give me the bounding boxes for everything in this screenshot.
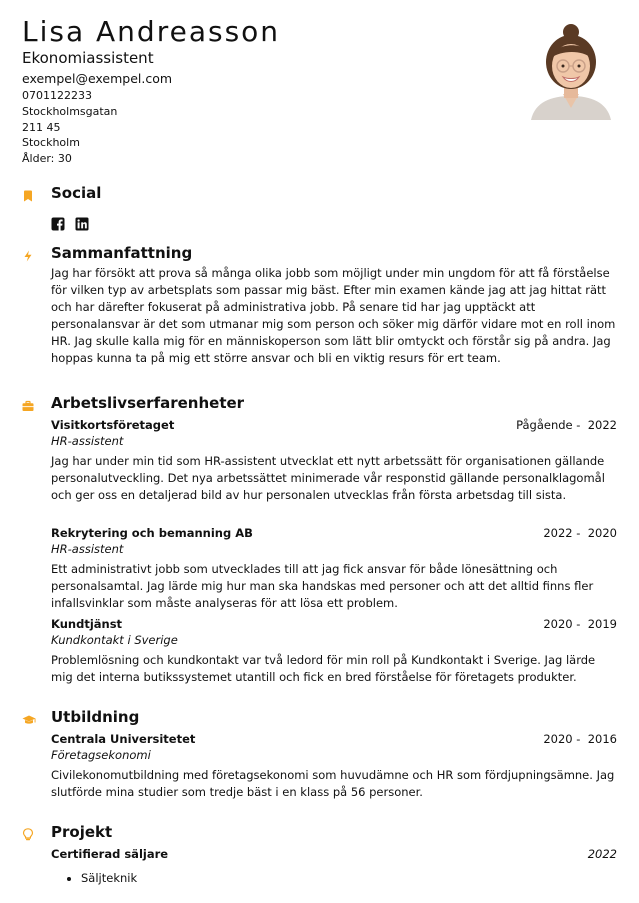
experience-date: Pågående - 2022: [516, 418, 617, 432]
experience-company: Rekrytering och bemanning AB: [51, 526, 253, 540]
person-name: Lisa Andreasson: [22, 15, 281, 48]
experience-desc: Jag har under min tid som HR-assistent utvecklat ett nytt arbetssätt för organisationen gällande personalutveckling. Det nya arbetssättet minimerade vår responstid gällande personalklagomål och ger oss en detaljerad bild av hur personalen utvecklas från första arbetsdag till sista.: [51, 454, 605, 502]
graduation-cap-icon: [22, 711, 34, 723]
facebook-icon[interactable]: [51, 216, 65, 230]
education-desc: Civilekonomutbildning med företagsekonomi som huvudämne och HR som fördjupningsämne. Jag slutförde mina studier som tredje bäst i en klass på 56 personer.: [51, 768, 615, 799]
education-title: Utbildning: [51, 708, 140, 726]
summary-title: Sammanfattning: [51, 244, 193, 262]
experience-title: Arbetslivserfarenheter: [51, 394, 245, 412]
experience-role: HR-assistent: [51, 434, 124, 448]
project-bullet: • Säljteknik: [81, 870, 617, 886]
project-date: 2022: [587, 847, 617, 861]
experience-desc: Problemlösning och kundkontakt var två ledord för min roll på Kundkontakt i Sverige. Jag lärde mig det interna butikssystemet utantill och fick en bred förståelse för företagets produkter.: [51, 653, 596, 684]
contact-phone: 0701122233: [22, 89, 92, 102]
experience-item: [51, 417, 617, 504]
experience-item: [51, 616, 617, 686]
education-program: Företagsekonomi: [51, 748, 151, 762]
experience-role: Kundkontakt i Sverige: [51, 633, 178, 647]
experience-date: 2020 - 2019: [543, 617, 617, 631]
linkedin-icon[interactable]: [75, 216, 89, 230]
contact-city: Stockholm: [22, 136, 80, 150]
contact-age: Ålder: 30: [22, 152, 72, 166]
contact-postcode: 211 45: [22, 120, 61, 134]
briefcase-icon: [22, 397, 34, 409]
education-school: Centrala Universitetet: [51, 732, 196, 746]
person-title: Ekonomiassistent: [22, 49, 154, 67]
contact-street: Stockholmsgatan: [22, 104, 118, 118]
projects-title: Projekt: [51, 823, 113, 841]
education-date: 2020 - 2016: [543, 732, 617, 746]
summary-content: [51, 265, 617, 367]
experience-item: [51, 525, 617, 612]
lightbulb-icon: [22, 826, 34, 838]
education-item: [51, 731, 617, 801]
summary-text: Jag har försökt att prova så många olika jobb som möjligt under min ungdom för att få förståelse för vilken typ av arbetsplats som passar mig bäst. Efter min examen kände jag att jag hittat rätt och har därefter fokuserat på administrativa jobb. På senare tid har jag upptäckt att personalansvar är det som utmanar mig som person och söker mig därför vidare mot en roll inom HR. Jag skulle kalla mig för en människoperson som lätt blir omtyckt och förstår sig på andra. Jag hoppas kunna ta på mig ett större ansvar och bli en viktig resurs för ert team.: [51, 266, 616, 365]
experience-date: 2022 - 2020: [543, 526, 617, 540]
resume-header: [22, 16, 617, 166]
experience-company: Visitkortsföretaget: [51, 418, 175, 432]
experience-desc: Ett administrativt jobb som utvecklades till att jag fick ansvar för både lönesättning och personalsamtal. Jag lärde mig hur man ska handskas med personer och att det alltid finns fler infallsvinklar som måste analyseras för att lösa ett problem.: [51, 562, 594, 610]
social-links: [51, 216, 617, 230]
lightning-icon: [22, 247, 34, 259]
project-bullets: [51, 870, 617, 886]
profile-photo: [525, 24, 617, 120]
experience-company: Kundtjänst: [51, 617, 123, 631]
contact-email: exempel@exempel.com: [22, 71, 173, 86]
project-item: [51, 846, 617, 886]
experience-role: HR-assistent: [51, 542, 124, 556]
bookmark-icon: [22, 187, 34, 199]
project-name: Certifierad säljare: [51, 847, 169, 861]
social-title: Social: [51, 184, 102, 202]
